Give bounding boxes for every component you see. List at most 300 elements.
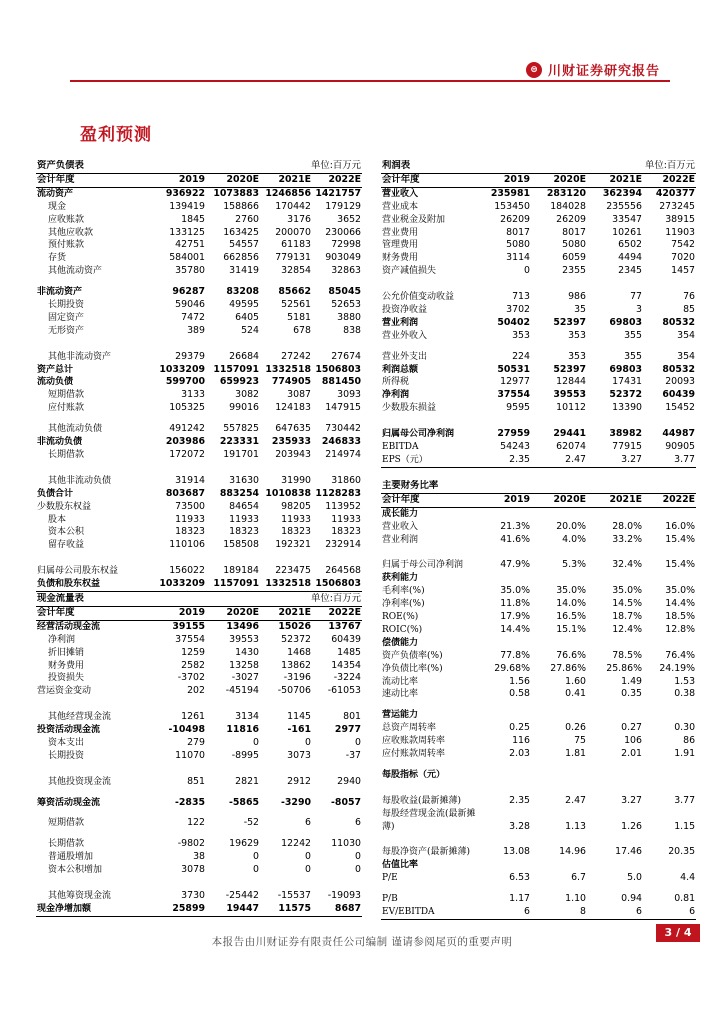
spacer-cell [381,701,478,709]
row-value: 31990 [281,474,311,486]
spacer-cell [312,789,362,797]
row-label-text: 营业收入 [382,188,419,199]
row-label-text: 应收账款周转率 [382,736,446,747]
row-label-text: 偿债能力 [382,637,419,648]
row-label [36,389,148,402]
row-label [36,402,148,415]
row-value: 156022 [169,565,205,577]
row-value: 1.49 [621,675,642,687]
row-value: 1468 [287,646,311,658]
row-label [36,299,148,312]
row-value: 106 [624,735,642,747]
row-label [381,415,478,441]
row-value: 69803 [609,316,642,328]
row-value: 60439 [662,389,696,401]
row-value [478,507,531,520]
row-label [381,782,478,808]
year-header: 2021E [260,173,312,187]
year-header: 2022E [643,173,696,187]
row-label [36,265,148,278]
row-label [36,187,148,200]
row-value: 13767 [328,620,362,632]
row-value: 13.08 [503,846,530,858]
row-value: 14.5% [612,598,642,610]
row-value: 4.0% [562,533,586,545]
row-value [478,859,531,872]
table-row [36,685,362,698]
row-value: 10112 [556,402,586,414]
spacer-cell [381,343,478,351]
spacer-row [36,830,362,838]
row-value: 61183 [281,239,311,251]
spacer-cell [531,701,587,709]
table-row [381,402,696,415]
row-value: 192321 [275,539,311,551]
row-label-text: 流动比率 [382,676,419,687]
row-value: 0 [253,736,259,748]
row-value: 1.91 [674,748,696,760]
row-value: 3880 [337,311,362,323]
row-value: 179129 [325,200,362,212]
table-row [36,449,362,462]
table-row [381,389,696,402]
row-label [36,312,148,325]
row-value: 35 [574,303,586,315]
row-value: 3133 [181,389,205,401]
row-value: 9595 [506,402,530,414]
row-value [587,572,643,585]
row-value: 8017 [562,226,586,238]
row-value: 31419 [229,265,259,277]
row-value: 2912 [287,775,311,787]
row-value: -3290 [281,796,311,808]
row-value: -3702 [177,672,205,684]
row-value: 47.9% [500,559,530,571]
table-row [381,782,696,808]
row-value: 8687 [312,903,362,916]
row-value: 37554 [497,389,530,401]
year-header: 2020E [531,493,587,507]
row-value: 158508 [223,539,259,551]
table-row [381,663,696,676]
row-label-text: 净负债比率(%) [382,663,443,674]
brand [526,60,660,79]
row-value [643,637,696,650]
row-value: 1845 [181,213,205,225]
row-value: 0.94 [621,893,642,905]
row-label-text: ROIC(%) [382,624,423,635]
row-value: 1157091 [213,363,259,375]
row-value: 713 [512,291,530,303]
row-value: 18323 [175,526,205,538]
row-value: 0 [355,864,362,876]
spacer-cell [148,415,206,423]
row-value: 4.4 [680,872,696,884]
table-row [381,688,696,701]
table-row [381,598,696,611]
row-value: 3087 [287,389,311,401]
spacer-cell [206,830,260,838]
row-value: 0.30 [674,722,696,734]
row-value: 0 [355,736,362,748]
year-header: 2020E [206,173,260,187]
row-label [381,214,478,227]
table-row [381,676,696,689]
row-value: 0 [253,851,259,863]
row-label [36,851,148,864]
row-label-text: 利润总额 [382,364,419,375]
row-value: 39553 [553,389,586,401]
row-value: 77915 [612,441,642,452]
row-label [381,893,478,906]
row-value [531,572,587,585]
row-value: 172072 [169,449,205,461]
income-statement-header-label: 会计年度 [381,173,478,187]
spacer-row [36,789,362,797]
row-value: 14.96 [559,846,586,858]
balance-sheet-table [36,160,362,592]
row-value: 14.4% [665,598,696,610]
row-value: 3.28 [509,820,530,832]
row-value: 3078 [181,864,205,876]
table-row [36,227,362,240]
row-value: 35.0% [665,585,696,597]
table-row [381,611,696,624]
row-value: 203986 [165,436,205,448]
row-label-text: 资本支出 [48,737,85,748]
table-row [36,817,362,830]
balance-sheet-title-row [36,160,362,173]
row-value: 881450 [321,376,362,388]
row-label [381,585,478,598]
row-label [381,834,478,860]
spacer-cell [531,885,587,893]
row-value: 31914 [175,474,205,486]
spacer-row [36,809,362,817]
row-value: 0.27 [621,722,642,734]
row-label-text: 营业利润 [382,534,419,545]
year-header: 2019 [148,606,206,620]
table-row [381,722,696,735]
spacer-cell [206,278,260,286]
row-value: 3.77 [674,794,696,806]
row-label [381,769,478,782]
row-value: 50402 [497,316,530,328]
row-label-text: 其他流动资产 [48,266,103,277]
row-label [381,748,478,761]
row-value: 52397 [553,363,586,375]
row-value: 84654 [229,500,259,512]
table-row [36,187,362,200]
row-value: 98205 [281,500,311,512]
row-value: -5865 [229,796,259,808]
row-label [381,534,478,547]
row-value: 279 [187,736,205,748]
row-label-text: 短期借款 [48,390,85,401]
row-value: 0 [305,851,311,863]
row-value: 11575 [260,903,312,916]
row-label-text: 流动负债 [37,377,74,388]
row-value: 599700 [165,376,205,388]
row-value: 1421757 [315,187,362,199]
spacer-cell [478,701,531,709]
row-label-text: 财务费用 [48,660,85,671]
row-label-text: P/E [382,873,398,884]
row-label [381,265,478,278]
row-label [381,547,478,573]
table-row [36,201,362,214]
row-value: 11933 [175,513,205,525]
row-value: 2.47 [531,454,587,467]
row-value [643,709,696,722]
row-value [478,709,531,722]
row-value [531,709,587,722]
row-label [36,698,148,724]
row-label-text: 非流动负债 [37,437,83,448]
row-label [36,436,148,449]
row-value: 39155 [172,620,205,632]
row-value: 13390 [612,402,642,414]
row-label-text: 毛利率(%) [382,586,425,597]
row-label-text: 股本 [48,514,67,525]
row-value: 29.68% [494,662,530,674]
ratios-header-label: 会计年度 [381,493,478,507]
row-value: 2355 [562,265,586,277]
year-header: 2021E [260,606,312,620]
row-value: 2977 [334,724,362,736]
row-value: 17.9% [500,611,530,623]
row-value: 26209 [556,213,586,225]
row-value: 27959 [497,428,530,440]
row-label-text: ROE(%) [382,612,419,623]
row-value: 1261 [181,711,205,723]
row-label [381,637,478,650]
row-value: 12977 [500,376,530,388]
row-label-text: 其他经营现金流 [48,712,112,723]
row-value: 96287 [172,286,205,298]
row-value: 7472 [181,311,205,323]
spacer-cell [36,278,148,286]
row-value: 230066 [325,226,362,238]
row-value: 15452 [665,402,696,414]
row-value: 20.0% [556,520,586,532]
row-value: -10498 [168,724,205,736]
row-value: -25442 [225,889,259,901]
spacer-row [381,761,696,769]
row-label [381,859,478,872]
page-title: 盈利预测 [80,125,152,145]
row-value: 52372 [609,389,642,401]
row-value: 362394 [602,187,642,199]
spacer-cell [478,343,531,351]
row-label-text: 营运资金变动 [37,686,92,697]
row-value: 6.53 [509,872,530,884]
row-value: 3.27 [587,454,643,467]
row-label [381,572,478,585]
row-value: 355 [624,329,642,341]
row-label [381,709,478,722]
row-value: 76 [683,291,696,303]
spacer-cell [36,809,148,817]
row-value: 1506803 [315,363,362,375]
table-row [36,864,362,877]
row-label [36,539,148,552]
row-value: 25.86% [606,662,642,674]
row-value: 12.4% [612,623,642,635]
row-label [381,906,478,919]
row-value: 19447 [206,903,260,916]
row-label [36,750,148,763]
year-header: 2019 [478,493,531,507]
table-row [36,877,362,903]
row-value: 35.0% [556,585,586,597]
cash-flow-title-row [36,593,362,606]
row-value: 2.01 [621,748,642,760]
year-header: 2022E [312,173,362,187]
row-value: 214974 [325,449,362,461]
table-row [381,547,696,573]
row-label [36,660,148,673]
table-row [381,317,696,330]
row-label-text: 成长能力 [382,508,419,519]
row-label [381,389,478,402]
spacer-cell [531,343,587,351]
row-value: 0.41 [565,688,586,700]
row-label [381,304,478,317]
cash-flow-unit: 单位:百万元 [310,593,362,604]
row-label-text: 预付账款 [48,240,85,251]
table-row [381,415,696,441]
row-value: 730442 [325,423,362,435]
row-label-text: 应收账款 [48,214,85,225]
report-header [70,56,670,82]
balance-sheet-header-row [36,173,362,187]
row-label-text: P/B [382,894,398,905]
row-value: 11816 [226,724,259,736]
row-label [381,402,478,415]
table-row [36,578,362,591]
row-value [643,769,696,782]
table-row [381,834,696,860]
row-value [587,859,643,872]
row-value: 73500 [175,500,205,512]
spacer-cell [312,278,362,286]
row-value: 235933 [271,436,311,448]
row-label-text: 管理费用 [382,240,419,251]
spacer-cell [587,761,643,769]
row-value: 838 [343,324,362,336]
row-value: 0.81 [674,893,696,905]
row-label [381,735,478,748]
year-header: 2022E [643,493,696,507]
disclaimer: 本报告由川财证券有限责任公司编制 谨请参阅尾页的重要声明 [211,936,513,948]
spacer-cell [36,789,148,797]
row-value: 32.4% [612,559,642,571]
row-label [381,278,478,304]
row-value: 78.5% [612,649,642,661]
row-label [36,201,148,214]
row-value: 1157091 [206,578,260,591]
row-label-text: 每股经营现金流(最新摊薄) [382,808,476,832]
row-value: 11933 [229,513,259,525]
row-value: 19629 [229,838,259,850]
row-label-text: 资产总计 [37,364,74,375]
row-value: 54557 [229,239,259,251]
row-label-text: 应付账款 [48,403,85,414]
table-row [36,514,362,527]
row-label-text: 流动资产 [37,188,74,199]
row-value [587,507,643,520]
row-value: 1.81 [565,748,586,760]
row-value: 883254 [219,487,259,499]
table-row [36,526,362,539]
row-label [36,578,148,591]
row-value: 986 [568,291,586,303]
row-value: 191701 [223,449,259,461]
row-value: 0.26 [565,722,586,734]
row-value: -3196 [283,672,311,684]
row-value: 0.25 [509,722,530,734]
row-label [36,737,148,750]
row-label-text: 长期借款 [48,450,85,461]
row-value: 354 [677,350,696,362]
row-value [478,637,531,650]
row-value: 1506803 [312,578,362,591]
row-value: 1128283 [315,487,362,499]
row-value: 28.0% [612,520,642,532]
table-row [36,539,362,552]
row-label [36,672,148,685]
row-value: 25899 [148,903,206,916]
row-value: 153450 [494,200,530,212]
row-value: 1.15 [674,820,696,832]
row-label-text: 营业利润 [382,317,419,328]
ratios-title-row [381,480,696,493]
row-value: 15.1% [556,623,586,635]
spacer-cell [531,761,587,769]
row-label [36,903,148,916]
table-row [36,660,362,673]
row-value: 69803 [609,363,642,375]
row-label [36,552,148,578]
row-label [36,227,148,240]
table-row [36,252,362,265]
spacer-cell [643,885,696,893]
row-value: 6 [305,817,311,829]
row-value: 83208 [226,286,259,298]
table-row [36,763,362,789]
spacer-cell [206,789,260,797]
page-number: 3 / 4 [656,924,700,942]
row-value: 803687 [165,487,205,499]
income-statement-title-row [381,160,696,173]
row-value: 7542 [671,239,696,251]
row-value: 3114 [506,252,530,264]
row-label-text: 少数股东权益 [37,501,92,512]
table-row [36,265,362,278]
row-value: 35780 [175,265,205,277]
row-value: 6 [478,906,531,919]
row-label-text: 无形资产 [48,325,85,336]
row-value: 6059 [562,252,586,264]
row-label [36,325,148,338]
row-value: -3027 [231,672,259,684]
row-label [381,598,478,611]
spacer-cell [260,830,312,838]
table-row [36,325,362,338]
row-value: 1.26 [621,820,642,832]
row-value: 647635 [275,423,311,435]
